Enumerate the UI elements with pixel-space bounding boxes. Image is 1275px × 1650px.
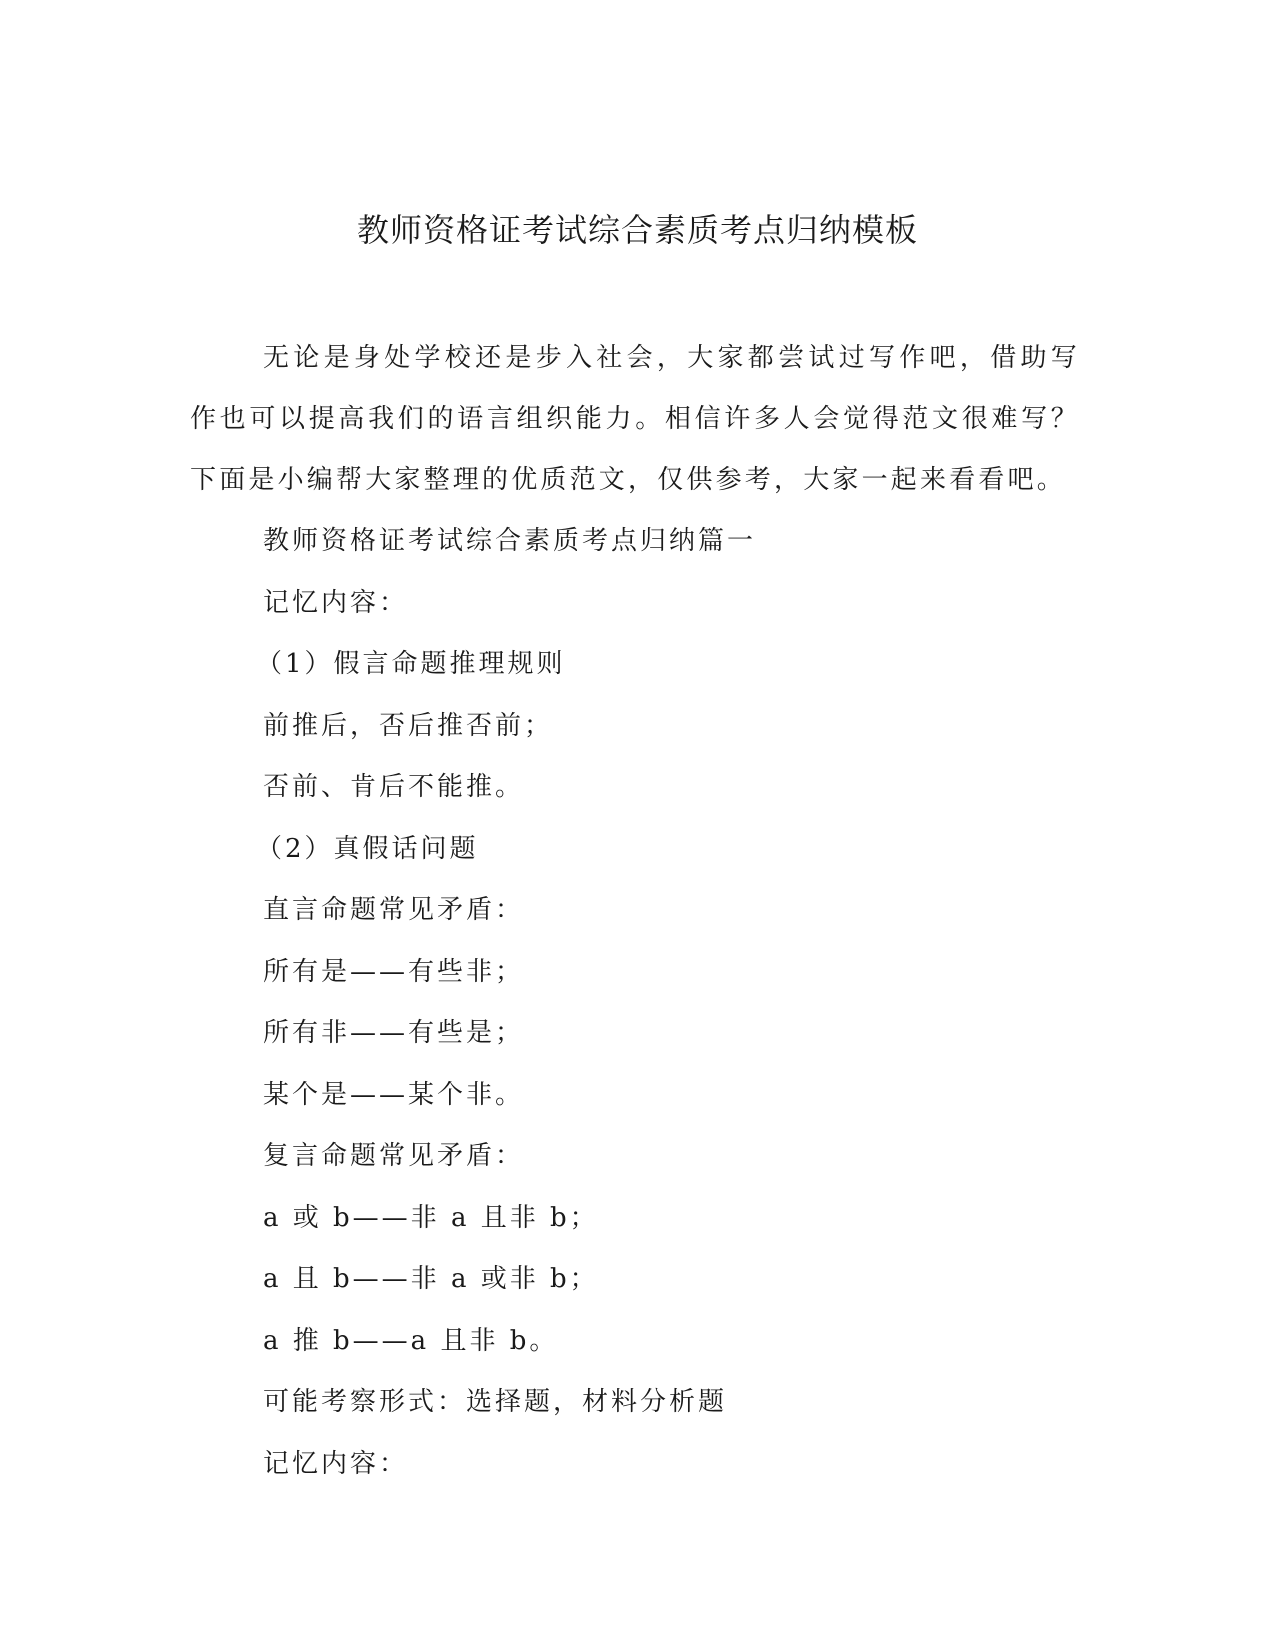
content-lines — [256, 511, 1083, 1495]
text-line: 某个是——某个非。 — [263, 1079, 525, 1110]
numbered-subheading: （2）真假话问题 — [256, 833, 479, 864]
text-line: a 且 b——非 a 或非 b； — [263, 1264, 599, 1294]
text-line: 直言命题常见矛盾： — [263, 895, 525, 925]
text-line: 所有是——有些非； — [263, 956, 525, 987]
text-line: 记忆内容： — [263, 1448, 409, 1479]
text-line: 所有非——有些是； — [263, 1018, 525, 1048]
text-line: 否前、肯后不能推。 — [263, 772, 525, 802]
text-line: 记忆内容： — [263, 587, 409, 618]
text-line: 可能考察形式：选择题，材料分析题 — [263, 1387, 728, 1417]
section-heading: 教师资格证考试综合素质考点归纳篇一 — [263, 526, 757, 556]
text-line: a 或 b——非 a 且非 b； — [263, 1202, 599, 1233]
numbered-subheading: （1）假言命题推理规则 — [256, 649, 566, 679]
text-line: a 推 b——a 且非 b。 — [263, 1325, 559, 1356]
text-line: 前推后，否后推否前； — [263, 710, 554, 741]
intro-paragraph: 无论是身处学校还是步入社会，大家都尝试过写作吧，借助写作也可以提高我们的语言组织能力。相信许多人会觉得范文很难写？下面是小编帮大家整理的优质范文，仅供参考，大家一起来看看吧。 — [190, 343, 1080, 495]
text-line: 复言命题常见矛盾： — [263, 1141, 525, 1171]
document-title: 教师资格证考试综合素质考点归纳模板 — [356, 211, 918, 249]
